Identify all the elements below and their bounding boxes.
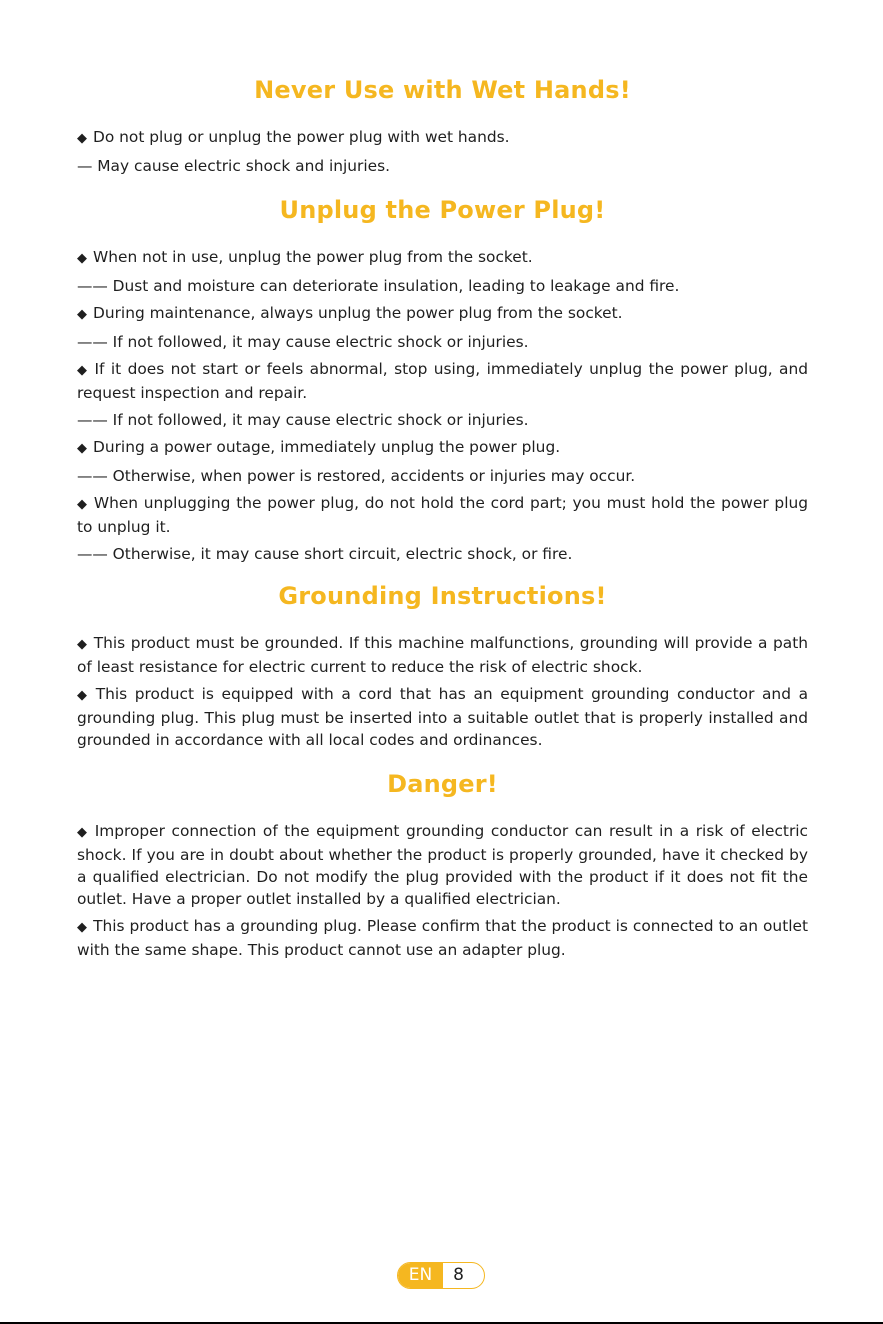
- section-body: [77, 632, 808, 751]
- bullet-item: [77, 436, 808, 460]
- section-danger: [77, 768, 808, 961]
- diamond-bullet-icon: ◆: [77, 688, 90, 703]
- line-text: —— Dust and moisture can deteriorate insulation, leading to leakage and fire.: [77, 277, 680, 295]
- line-text: When not in use, unplug the power plug from the socket.: [93, 248, 533, 266]
- section-title: Unplug the Power Plug!: [279, 196, 606, 224]
- manual-page: [77, 74, 808, 966]
- bullet-item: [77, 358, 808, 404]
- diamond-bullet-icon: ◆: [77, 363, 89, 378]
- diamond-bullet-icon: ◆: [77, 251, 87, 266]
- consequence-note: [77, 465, 808, 487]
- line-text: —— If not followed, it may cause electric shock or injuries.: [77, 411, 529, 429]
- section-body: [77, 820, 808, 961]
- section-title: Grounding Instructions!: [278, 582, 607, 610]
- bullet-item: [77, 820, 808, 910]
- consequence-note: [77, 275, 808, 297]
- section-body: [77, 126, 808, 177]
- line-text: When unplugging the power plug, do not hold the cord part; you must hold the power plug to unplug it.: [77, 494, 808, 536]
- line-text: —— Otherwise, it may cause short circuit, electric shock, or fire.: [77, 545, 573, 563]
- diamond-bullet-icon: ◆: [77, 637, 88, 652]
- line-text: Improper connection of the equipment grounding conductor can result in a risk of electric shock. If you are in doubt about whether the product is properly grounded, have it checked by a qualified electrician. Do not modify the plug provided with the product if it does not fit the outlet. Have a proper outlet installed by a qualified electrician.: [77, 822, 809, 908]
- diamond-bullet-icon: ◆: [77, 131, 87, 146]
- diamond-bullet-icon: ◆: [77, 920, 88, 935]
- line-text: This product is equipped with a cord that has an equipment grounding conductor and a grounding plug. This plug must be inserted into a suitable outlet that is properly installed and grounded in accordance with all local codes and ordinances.: [77, 685, 809, 749]
- section-wet-hands: [77, 74, 808, 177]
- section-title: Never Use with Wet Hands!: [254, 76, 631, 104]
- bullet-item: [77, 302, 808, 326]
- section-body: [77, 246, 808, 565]
- bullet-item: [77, 632, 808, 678]
- consequence-note: [77, 543, 808, 565]
- consequence-note: [77, 331, 808, 353]
- line-text: During maintenance, always unplug the power plug from the socket.: [93, 304, 623, 322]
- bullet-item: [77, 126, 808, 150]
- diamond-bullet-icon: ◆: [77, 307, 87, 322]
- bullet-item: [77, 492, 808, 538]
- section-grounding: [77, 580, 808, 751]
- line-text: During a power outage, immediately unplug the power plug.: [93, 438, 561, 456]
- diamond-bullet-icon: ◆: [77, 825, 89, 840]
- page-number: 8: [453, 1265, 464, 1285]
- page-number-badge: [397, 1262, 485, 1289]
- line-text: This product must be grounded. If this machine malfunctions, grounding will provide a path of least resistance for electric current to reduce the risk of electric shock.: [77, 634, 808, 676]
- line-text: This product has a grounding plug. Please confirm that the product is connected to an outlet with the same shape. This product cannot use an adapter plug.: [77, 917, 809, 959]
- line-text: Do not plug or unplug the power plug with wet hands.: [93, 128, 510, 146]
- consequence-note: [77, 409, 808, 431]
- section-title: Danger!: [387, 770, 498, 798]
- diamond-bullet-icon: ◆: [77, 441, 87, 456]
- bullet-item: [77, 246, 808, 270]
- bullet-item: [77, 683, 808, 751]
- diamond-bullet-icon: ◆: [77, 497, 88, 512]
- line-text: —— If not followed, it may cause electric shock or injuries.: [77, 333, 529, 351]
- language-label: EN: [398, 1263, 443, 1288]
- section-unplug: [77, 194, 808, 565]
- consequence-note: [77, 155, 808, 177]
- line-text: — May cause electric shock and injuries.: [77, 157, 391, 175]
- line-text: —— Otherwise, when power is restored, accidents or injuries may occur.: [77, 467, 636, 485]
- bullet-item: [77, 915, 808, 961]
- line-text: If it does not start or feels abnormal, stop using, immediately unplug the power plug, and request inspection and repair.: [77, 360, 808, 402]
